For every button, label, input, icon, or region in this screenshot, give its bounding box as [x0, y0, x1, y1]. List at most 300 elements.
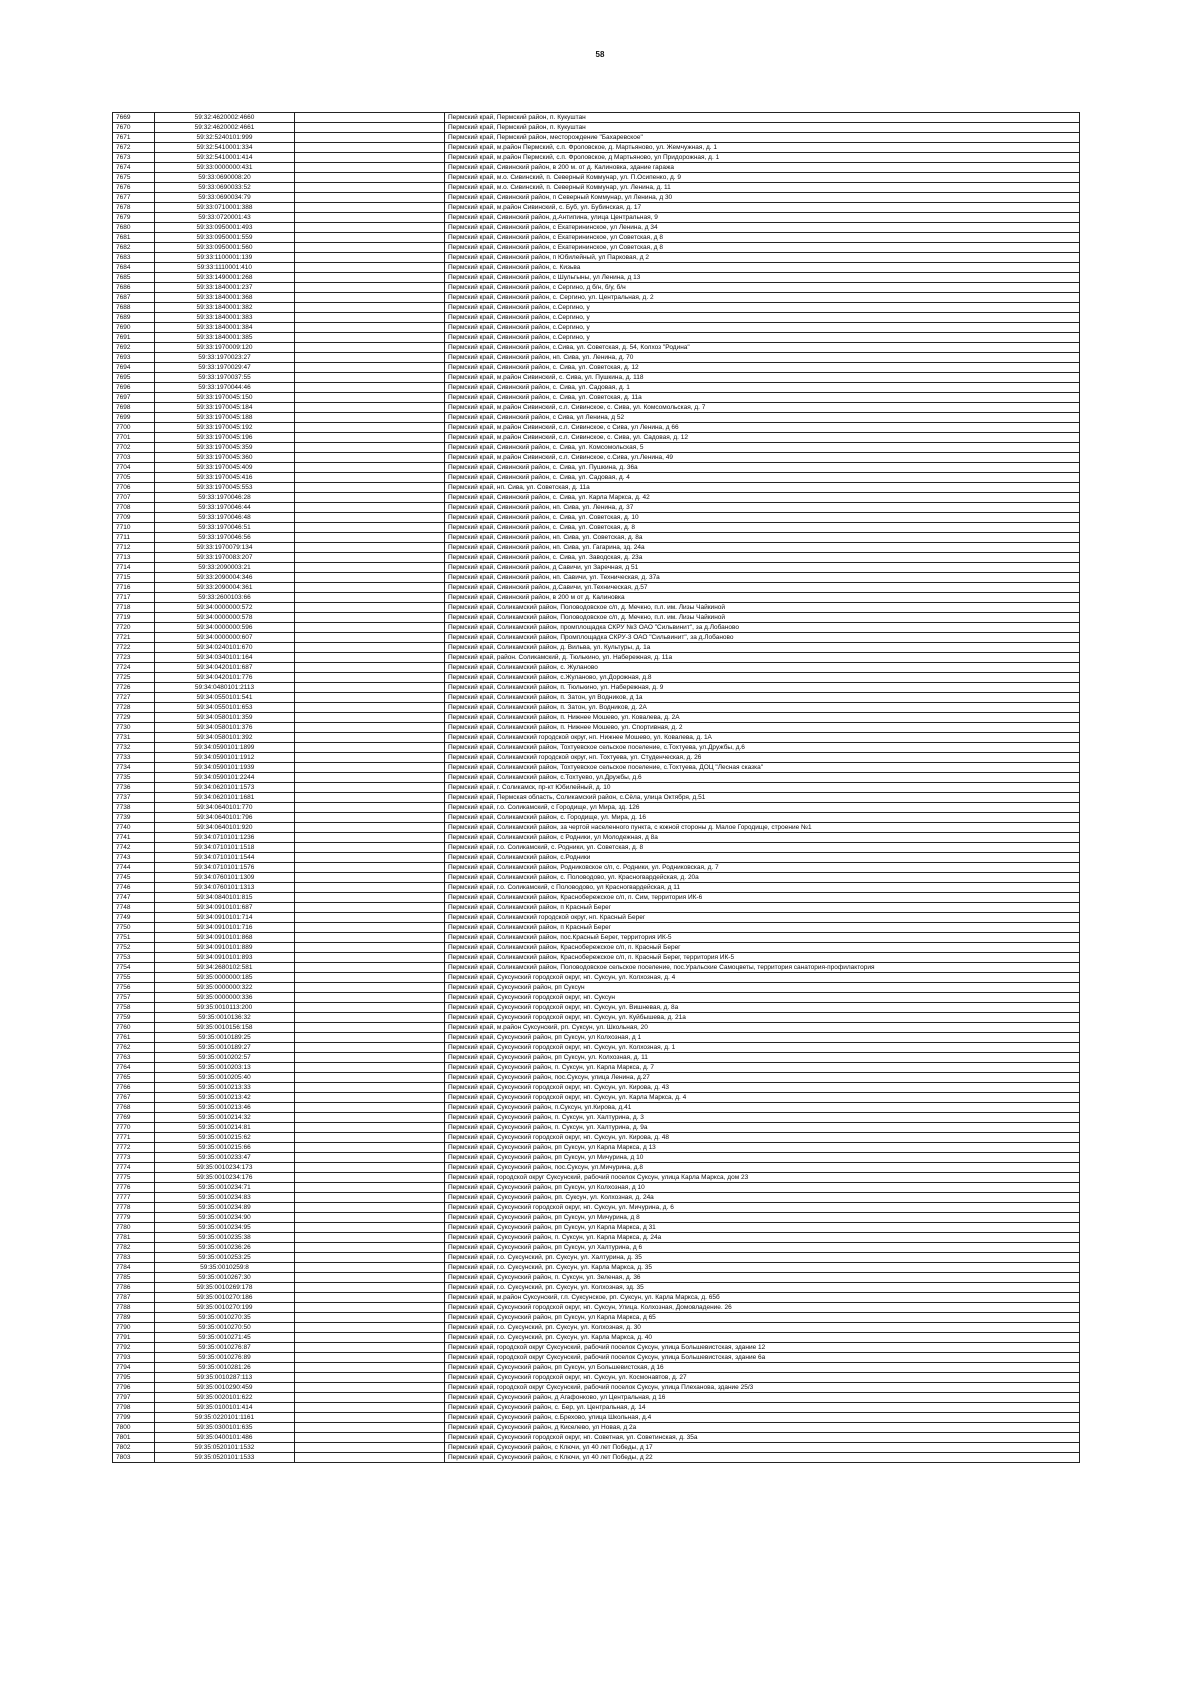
cadastral-number-cell: 59:35:0010136:32 — [155, 1013, 295, 1023]
cadastral-number-cell: 59:35:0010214:81 — [155, 1123, 295, 1133]
table-row — [113, 1243, 1080, 1253]
cadastral-number-cell: 59:35:0010270:50 — [155, 1323, 295, 1333]
row-number-cell: 7704 — [113, 463, 155, 473]
row-number-cell: 7691 — [113, 333, 155, 343]
address-cell: Пермский край, г.о. Соликамский, с. Родники, ул. Советская, д. 8 — [445, 843, 1080, 853]
table-row — [113, 213, 1080, 223]
table-row — [113, 123, 1080, 133]
row-number-cell: 7750 — [113, 923, 155, 933]
address-cell: Пермский край, Соликамский район, Половодовское с/п, д. Мечкно, п.л. им. Лизы Чайкиной — [445, 603, 1080, 613]
row-number-cell: 7706 — [113, 483, 155, 493]
empty-cell — [295, 173, 445, 183]
address-cell: Пермский край, Сивинский район, в 200 м. от д. Калиновка, здание гаража — [445, 163, 1080, 173]
address-cell: Пермский край, городской округ Суксунский, рабочий поселок Суксун, улица Плеханова, здание 25/3 — [445, 1383, 1080, 1393]
empty-cell — [295, 423, 445, 433]
address-cell: Пермский край, Сивинский район, с. Сива, ул. Советская, д. 10 — [445, 513, 1080, 523]
address-cell: Пермский край, Сивинский район, с Екатерининское, ул Ленина, д 34 — [445, 223, 1080, 233]
address-cell: Пермский край, Сивинский район, с. Сива, ул. Советская, д. 12 — [445, 363, 1080, 373]
cadastral-number-cell: 59:35:0010271:45 — [155, 1333, 295, 1343]
row-number-cell: 7701 — [113, 433, 155, 443]
empty-cell — [295, 863, 445, 873]
row-number-cell: 7753 — [113, 953, 155, 963]
address-cell: Пермский край, Соликамский район, Половодовское с/п, д. Мечкно, п.л. им. Лизы Чайкиной — [445, 613, 1080, 623]
cadastral-number-cell: 59:33:1970046:44 — [155, 503, 295, 513]
table-row — [113, 1153, 1080, 1163]
empty-cell — [295, 1353, 445, 1363]
address-cell: Пермский край, Суксунский район, с Ключи, ул 40 лет Победы, д 17 — [445, 1443, 1080, 1453]
cadastral-number-cell: 59:35:0220101:1161 — [155, 1413, 295, 1423]
row-number-cell: 7727 — [113, 693, 155, 703]
table-row — [113, 1003, 1080, 1013]
address-cell: Пермский край, м.район Пермский, с.п. Фроловское, д Мартьяново, ул Придорожная, д. 1 — [445, 153, 1080, 163]
address-cell: Пермский край, Соликамский район, Краснобережское с/п, п. Красный Берег, территория ИК-5 — [445, 953, 1080, 963]
row-number-cell: 7670 — [113, 123, 155, 133]
empty-cell — [295, 583, 445, 593]
address-cell: Пермский край, г. Соликамск, пр-кт Юбилейный, д. 10 — [445, 783, 1080, 793]
cadastral-number-cell: 59:35:0010236:26 — [155, 1243, 295, 1253]
cadastral-number-cell: 59:35:0010235:38 — [155, 1233, 295, 1243]
row-number-cell: 7780 — [113, 1223, 155, 1233]
empty-cell — [295, 843, 445, 853]
row-number-cell: 7776 — [113, 1183, 155, 1193]
address-cell: Пермский край, Сивинский район, с.Сива, ул. Советская, д. 54, Колхоз "Родина" — [445, 343, 1080, 353]
address-cell: Пермский край, м.о. Сивинский, п. Северный Коммунар, ул. Ленина, д. 11 — [445, 183, 1080, 193]
page-number: 58 — [595, 50, 605, 59]
row-number-cell: 7768 — [113, 1103, 155, 1113]
row-number-cell: 7773 — [113, 1153, 155, 1163]
table-row — [113, 693, 1080, 703]
table-row — [113, 953, 1080, 963]
address-cell: Пермский край, Суксунский район, п.Суксун, ул.Кирова, д.41 — [445, 1103, 1080, 1113]
table-row — [113, 153, 1080, 163]
table-row — [113, 1253, 1080, 1263]
cadastral-number-cell: 59:35:0010270:186 — [155, 1293, 295, 1303]
row-number-cell: 7675 — [113, 173, 155, 183]
cadastral-number-cell: 59:35:0010213:46 — [155, 1103, 295, 1113]
table-row — [113, 743, 1080, 753]
empty-cell — [295, 1023, 445, 1033]
empty-cell — [295, 1073, 445, 1083]
row-number-cell: 7703 — [113, 453, 155, 463]
cadastral-number-cell: 59:34:0480101:2113 — [155, 683, 295, 693]
empty-cell — [295, 133, 445, 143]
cadastral-number-cell: 59:33:1970009:120 — [155, 343, 295, 353]
table-row — [113, 453, 1080, 463]
empty-cell — [295, 1383, 445, 1393]
cadastral-number-cell: 59:35:0010213:42 — [155, 1093, 295, 1103]
empty-cell — [295, 793, 445, 803]
empty-cell — [295, 233, 445, 243]
empty-cell — [295, 613, 445, 623]
table-row — [113, 983, 1080, 993]
cadastral-number-cell: 59:34:0710101:1576 — [155, 863, 295, 873]
address-cell: Пермский край, г.о. Суксунский, рп. Суксун, ул. Халтурина, д. 35 — [445, 1253, 1080, 1263]
cadastral-number-cell: 59:35:0010270:199 — [155, 1303, 295, 1313]
row-number-cell: 7785 — [113, 1273, 155, 1283]
cadastral-number-cell: 59:33:1970023:27 — [155, 353, 295, 363]
table-row — [113, 1263, 1080, 1273]
address-cell: Пермский край, г.о. Соликамский, с Половодово, ул Красногвардейская, д 11 — [445, 883, 1080, 893]
row-number-cell: 7794 — [113, 1363, 155, 1373]
address-cell: Пермский край, Суксунский район, п. Суксун, ул. Халтурина, д. 3 — [445, 1113, 1080, 1123]
cadastral-number-cell: 59:33:1110001:410 — [155, 263, 295, 273]
row-number-cell: 7726 — [113, 683, 155, 693]
cadastral-number-cell: 59:33:1970046:48 — [155, 513, 295, 523]
cadastral-number-cell: 59:35:0010234:71 — [155, 1183, 295, 1193]
table-row — [113, 663, 1080, 673]
empty-cell — [295, 113, 445, 123]
row-number-cell: 7685 — [113, 273, 155, 283]
empty-cell — [295, 1143, 445, 1153]
empty-cell — [295, 1313, 445, 1323]
empty-cell — [295, 1193, 445, 1203]
cadastral-number-cell: 59:35:0010233:47 — [155, 1153, 295, 1163]
empty-cell — [295, 1093, 445, 1103]
empty-cell — [295, 653, 445, 663]
table-row — [113, 463, 1080, 473]
property-table-body — [113, 113, 1080, 1463]
address-cell: Пермский край, м.район Сивинский, с.п. Сивинское, с. Сива, ул. Садовая, д. 12 — [445, 433, 1080, 443]
empty-cell — [295, 703, 445, 713]
table-row — [113, 303, 1080, 313]
address-cell: Пермский край, Сивинский район, с Екатерининское, ул Советская, д 8 — [445, 243, 1080, 253]
cadastral-number-cell: 59:32:5410001:334 — [155, 143, 295, 153]
row-number-cell: 7787 — [113, 1293, 155, 1303]
cadastral-number-cell: 59:34:0550101:541 — [155, 693, 295, 703]
address-cell: Пермский край, Сивинский район, с.Сергино, у — [445, 313, 1080, 323]
table-row — [113, 403, 1080, 413]
address-cell: Пермский край, Суксунский район, рп Суксун, ул Мичурина, д 10 — [445, 1153, 1080, 1163]
row-number-cell: 7782 — [113, 1243, 155, 1253]
address-cell: Пермский край, Сивинский район, д Савичи, ул Заречная, д 51 — [445, 563, 1080, 573]
address-cell: Пермский край, Суксунский район, с Ключи, ул 40 лет Победы, д 22 — [445, 1453, 1080, 1463]
empty-cell — [295, 823, 445, 833]
row-number-cell: 7721 — [113, 633, 155, 643]
table-row — [113, 1323, 1080, 1333]
table-row — [113, 233, 1080, 243]
empty-cell — [295, 553, 445, 563]
table-row — [113, 533, 1080, 543]
row-number-cell: 7697 — [113, 393, 155, 403]
cadastral-number-cell: 59:35:0010234:89 — [155, 1203, 295, 1213]
empty-cell — [295, 1343, 445, 1353]
table-row — [113, 843, 1080, 853]
row-number-cell: 7781 — [113, 1233, 155, 1243]
cadastral-number-cell: 59:34:0550101:653 — [155, 703, 295, 713]
address-cell: Пермский край, Соликамский район, п. Нижнее Мошево, ул. Спортивная, д. 2 — [445, 723, 1080, 733]
table-row — [113, 803, 1080, 813]
cadastral-number-cell: 59:33:1840001:368 — [155, 293, 295, 303]
row-number-cell: 7717 — [113, 593, 155, 603]
table-row — [113, 1223, 1080, 1233]
cadastral-number-cell: 59:33:0690034:79 — [155, 193, 295, 203]
cadastral-number-cell: 59:35:0100101:414 — [155, 1403, 295, 1413]
address-cell: Пермский край, Суксунский район, рп Суксун, ул Карла Маркса, д 65 — [445, 1313, 1080, 1323]
empty-cell — [295, 1203, 445, 1213]
empty-cell — [295, 253, 445, 263]
address-cell: Пермский край, Соликамский район, с.Жуланово, ул.Дорожная, д.8 — [445, 673, 1080, 683]
table-row — [113, 1033, 1080, 1043]
empty-cell — [295, 763, 445, 773]
cadastral-number-cell: 59:34:0000000:572 — [155, 603, 295, 613]
table-row — [113, 883, 1080, 893]
table-row — [113, 1363, 1080, 1373]
empty-cell — [295, 983, 445, 993]
empty-cell — [295, 1043, 445, 1053]
empty-cell — [295, 1083, 445, 1093]
row-number-cell: 7677 — [113, 193, 155, 203]
cadastral-number-cell: 59:33:0710001:388 — [155, 203, 295, 213]
address-cell: Пермский край, Суксунский район, п. Суксун, ул. Карла Маркса, д. 7 — [445, 1063, 1080, 1073]
address-cell: Пермский край, Сивинский район, нп. Сива, ул. Советская, д. 8а — [445, 533, 1080, 543]
address-cell: Пермский край, Соликамский район, с. Жуланово — [445, 663, 1080, 673]
empty-cell — [295, 1003, 445, 1013]
empty-cell — [295, 223, 445, 233]
address-cell: Пермский край, Соликамский район, с.Тохтуево, ул.Дружбы, д.6 — [445, 773, 1080, 783]
table-row — [113, 183, 1080, 193]
row-number-cell: 7730 — [113, 723, 155, 733]
table-row — [113, 673, 1080, 683]
cadastral-number-cell: 59:35:0000000:322 — [155, 983, 295, 993]
cadastral-number-cell: 59:34:0910101:868 — [155, 933, 295, 943]
table-row — [113, 903, 1080, 913]
row-number-cell: 7771 — [113, 1133, 155, 1143]
row-number-cell: 7672 — [113, 143, 155, 153]
empty-cell — [295, 1123, 445, 1133]
cadastral-number-cell: 59:35:0520101:1532 — [155, 1443, 295, 1453]
table-row — [113, 773, 1080, 783]
cadastral-number-cell: 59:35:0010269:178 — [155, 1283, 295, 1293]
cadastral-number-cell: 59:34:0910101:889 — [155, 943, 295, 953]
table-row — [113, 1383, 1080, 1393]
cadastral-number-cell: 59:34:0710101:1544 — [155, 853, 295, 863]
row-number-cell: 7800 — [113, 1423, 155, 1433]
row-number-cell: 7723 — [113, 653, 155, 663]
row-number-cell: 7686 — [113, 283, 155, 293]
table-row — [113, 293, 1080, 303]
row-number-cell: 7710 — [113, 523, 155, 533]
address-cell: Пермский край, Соликамский район, Родниковское с/п, с. Родники, ул. Родниковская, д. 7 — [445, 863, 1080, 873]
cadastral-number-cell: 59:34:0000000:596 — [155, 623, 295, 633]
table-row — [113, 893, 1080, 903]
address-cell: Пермский край, Суксунский городской округ, нп. Суксун, Улица. Колхозная, Домовладение. 26 — [445, 1303, 1080, 1313]
table-row — [113, 1203, 1080, 1213]
table-row — [113, 823, 1080, 833]
table-row — [113, 503, 1080, 513]
cadastral-number-cell: 59:35:0010156:158 — [155, 1023, 295, 1033]
row-number-cell: 7673 — [113, 153, 155, 163]
table-row — [113, 1113, 1080, 1123]
cadastral-number-cell: 59:35:0010290:459 — [155, 1383, 295, 1393]
address-cell: Пермский край, Сивинский район, д.Савичи, ул.Техническая, д.57 — [445, 583, 1080, 593]
property-table — [112, 112, 1080, 1463]
empty-cell — [295, 743, 445, 753]
table-row — [113, 723, 1080, 733]
address-cell: Пермский край, м.район Сивинский, с. Буб, ул. Бубинская, д. 17 — [445, 203, 1080, 213]
empty-cell — [295, 393, 445, 403]
table-row — [113, 1073, 1080, 1083]
table-row — [113, 593, 1080, 603]
row-number-cell: 7683 — [113, 253, 155, 263]
empty-cell — [295, 1333, 445, 1343]
address-cell: Пермский край, Соликамский район, пос.Красный Берег, территория ИК-5 — [445, 933, 1080, 943]
row-number-cell: 7803 — [113, 1453, 155, 1463]
address-cell: Пермский край, Сивинский район, с. Сива, ул. Советская, д. 8 — [445, 523, 1080, 533]
table-row — [113, 963, 1080, 973]
address-cell: Пермский край, Соликамский район, п. Тюлькино, ул. Набережная, д. 9 — [445, 683, 1080, 693]
empty-cell — [295, 1273, 445, 1283]
empty-cell — [295, 1393, 445, 1403]
row-number-cell: 7688 — [113, 303, 155, 313]
table-row — [113, 173, 1080, 183]
row-number-cell: 7795 — [113, 1373, 155, 1383]
table-row — [113, 633, 1080, 643]
empty-cell — [295, 163, 445, 173]
table-row — [113, 1013, 1080, 1023]
row-number-cell: 7760 — [113, 1023, 155, 1033]
address-cell: Пермский край, Соликамский район, с.Родники — [445, 853, 1080, 863]
cadastral-number-cell: 59:34:0910101:687 — [155, 903, 295, 913]
empty-cell — [295, 1133, 445, 1143]
row-number-cell: 7796 — [113, 1383, 155, 1393]
cadastral-number-cell: 59:33:1970046:51 — [155, 523, 295, 533]
cadastral-number-cell: 59:33:1840001:384 — [155, 323, 295, 333]
address-cell: Пермский край, м.о. Сивинский, п. Северный Коммунар, ул. П.Осипенко, д. 9 — [445, 173, 1080, 183]
empty-cell — [295, 1243, 445, 1253]
row-number-cell: 7716 — [113, 583, 155, 593]
table-row — [113, 323, 1080, 333]
table-row — [113, 1133, 1080, 1143]
address-cell: Пермский край, Суксунский городской округ, нп. Суксун, ул. Колхозная, д. 4 — [445, 973, 1080, 983]
row-number-cell: 7801 — [113, 1433, 155, 1443]
cadastral-number-cell: 59:33:2090004:346 — [155, 573, 295, 583]
table-row — [113, 763, 1080, 773]
cadastral-number-cell: 59:35:0010276:87 — [155, 1343, 295, 1353]
address-cell: Пермский край, г.о. Суксунский, рп. Суксун, ул. Колхозная, зд. 35 — [445, 1283, 1080, 1293]
row-number-cell: 7709 — [113, 513, 155, 523]
cadastral-number-cell: 59:33:1970044:46 — [155, 383, 295, 393]
table-row — [113, 683, 1080, 693]
row-number-cell: 7684 — [113, 263, 155, 273]
table-row — [113, 513, 1080, 523]
address-cell: Пермский край, Сивинский район, с Сива, ул Ленина, д 52 — [445, 413, 1080, 423]
cadastral-number-cell: 59:34:0840101:815 — [155, 893, 295, 903]
address-cell: Пермский край, Суксунский район, рп Суксун, ул Халтурина, д 6 — [445, 1243, 1080, 1253]
empty-cell — [295, 343, 445, 353]
row-number-cell: 7705 — [113, 473, 155, 483]
address-cell: Пермский край, Соликамский район, Тохтуевское сельское поселение, с.Тохтуева, ДОЦ "Лесная сказка" — [445, 763, 1080, 773]
row-number-cell: 7756 — [113, 983, 155, 993]
row-number-cell: 7748 — [113, 903, 155, 913]
address-cell: Пермский край, Соликамский район, с Родники, ул Молодежная, д 8а — [445, 833, 1080, 843]
table-row — [113, 783, 1080, 793]
address-cell: Пермский край, Суксунский район, рп Суксун, ул Карла Маркса, д 13 — [445, 1143, 1080, 1153]
empty-cell — [295, 683, 445, 693]
cadastral-number-cell: 59:33:1840001:382 — [155, 303, 295, 313]
row-number-cell: 7779 — [113, 1213, 155, 1223]
cadastral-number-cell: 59:33:1490001:268 — [155, 273, 295, 283]
cadastral-number-cell: 59:33:1970045:184 — [155, 403, 295, 413]
empty-cell — [295, 1283, 445, 1293]
table-row — [113, 393, 1080, 403]
address-cell: Пермский край, Суксунский район, рп Суксун, ул Колхозная, д 1 — [445, 1033, 1080, 1043]
empty-cell — [295, 1163, 445, 1173]
table-row — [113, 563, 1080, 573]
row-number-cell: 7744 — [113, 863, 155, 873]
cadastral-number-cell: 59:34:0340101:164 — [155, 653, 295, 663]
row-number-cell: 7719 — [113, 613, 155, 623]
table-row — [113, 1193, 1080, 1203]
table-row — [113, 273, 1080, 283]
empty-cell — [295, 603, 445, 613]
row-number-cell: 7752 — [113, 943, 155, 953]
address-cell: Пермский край, Соликамский район, с. Городище, ул. Мира, д. 16 — [445, 813, 1080, 823]
cadastral-number-cell: 59:34:0640101:770 — [155, 803, 295, 813]
empty-cell — [295, 493, 445, 503]
empty-cell — [295, 513, 445, 523]
address-cell: Пермский край, Суксунский район, с.Брехово, улица Школьная, д.4 — [445, 1413, 1080, 1423]
empty-cell — [295, 873, 445, 883]
address-cell: Пермский край, Суксунский район, рп Суксун, ул Карла Маркса, д 31 — [445, 1223, 1080, 1233]
table-row — [113, 263, 1080, 273]
address-cell: Пермский край, Суксунский городской округ, нп. Суксун, ул. Космонавтов, д. 27 — [445, 1373, 1080, 1383]
address-cell: Пермский край, Сивинский район, с. Сива, ул. Советская, д. 11а — [445, 393, 1080, 403]
cadastral-number-cell: 59:35:0010215:62 — [155, 1133, 295, 1143]
address-cell: Пермский край, м.район Сивинский, с.п. Сивинское, с Сива, ул Ленина, д 66 — [445, 423, 1080, 433]
empty-cell — [295, 633, 445, 643]
row-number-cell: 7759 — [113, 1013, 155, 1023]
row-number-cell: 7740 — [113, 823, 155, 833]
empty-cell — [295, 1053, 445, 1063]
empty-cell — [295, 973, 445, 983]
cadastral-number-cell: 59:34:0590101:1912 — [155, 753, 295, 763]
table-row — [113, 1143, 1080, 1153]
empty-cell — [295, 1433, 445, 1443]
address-cell: Пермский край, Соликамский район, п. Затон, ул. Водников, д. 2А — [445, 703, 1080, 713]
empty-cell — [295, 1373, 445, 1383]
empty-cell — [295, 993, 445, 1003]
row-number-cell: 7761 — [113, 1033, 155, 1043]
address-cell: Пермский край, Суксунский район, д Агафонково, ул Центральная, д 16 — [445, 1393, 1080, 1403]
row-number-cell: 7765 — [113, 1073, 155, 1083]
row-number-cell: 7784 — [113, 1263, 155, 1273]
row-number-cell: 7743 — [113, 853, 155, 863]
table-row — [113, 933, 1080, 943]
cadastral-number-cell: 59:33:1970045:359 — [155, 443, 295, 453]
empty-cell — [295, 123, 445, 133]
address-cell: Пермский край, Соликамский район, Промплощадка СКРУ-3 ОАО "Сильвинит", за д.Лобаново — [445, 633, 1080, 643]
table-row — [113, 433, 1080, 443]
table-row — [113, 1393, 1080, 1403]
table-row — [113, 283, 1080, 293]
cadastral-number-cell: 59:35:0010281:26 — [155, 1363, 295, 1373]
cadastral-number-cell: 59:34:0640101:920 — [155, 823, 295, 833]
table-row — [113, 473, 1080, 483]
address-cell: Пермский край, Соликамский район, промплощадка СКРУ №3 ОАО "Сильвинит", за д.Лобаново — [445, 623, 1080, 633]
empty-cell — [295, 813, 445, 823]
row-number-cell: 7777 — [113, 1193, 155, 1203]
empty-cell — [295, 1403, 445, 1413]
empty-cell — [295, 313, 445, 323]
table-row — [113, 1023, 1080, 1033]
empty-cell — [295, 723, 445, 733]
table-row — [113, 913, 1080, 923]
empty-cell — [295, 383, 445, 393]
table-row — [113, 1063, 1080, 1073]
cadastral-number-cell: 59:32:5410001:414 — [155, 153, 295, 163]
cadastral-number-cell: 59:33:0950001:493 — [155, 223, 295, 233]
address-cell: Пермский край, Соликамский район, Краснобережское с/п, п. Красный Берег — [445, 943, 1080, 953]
